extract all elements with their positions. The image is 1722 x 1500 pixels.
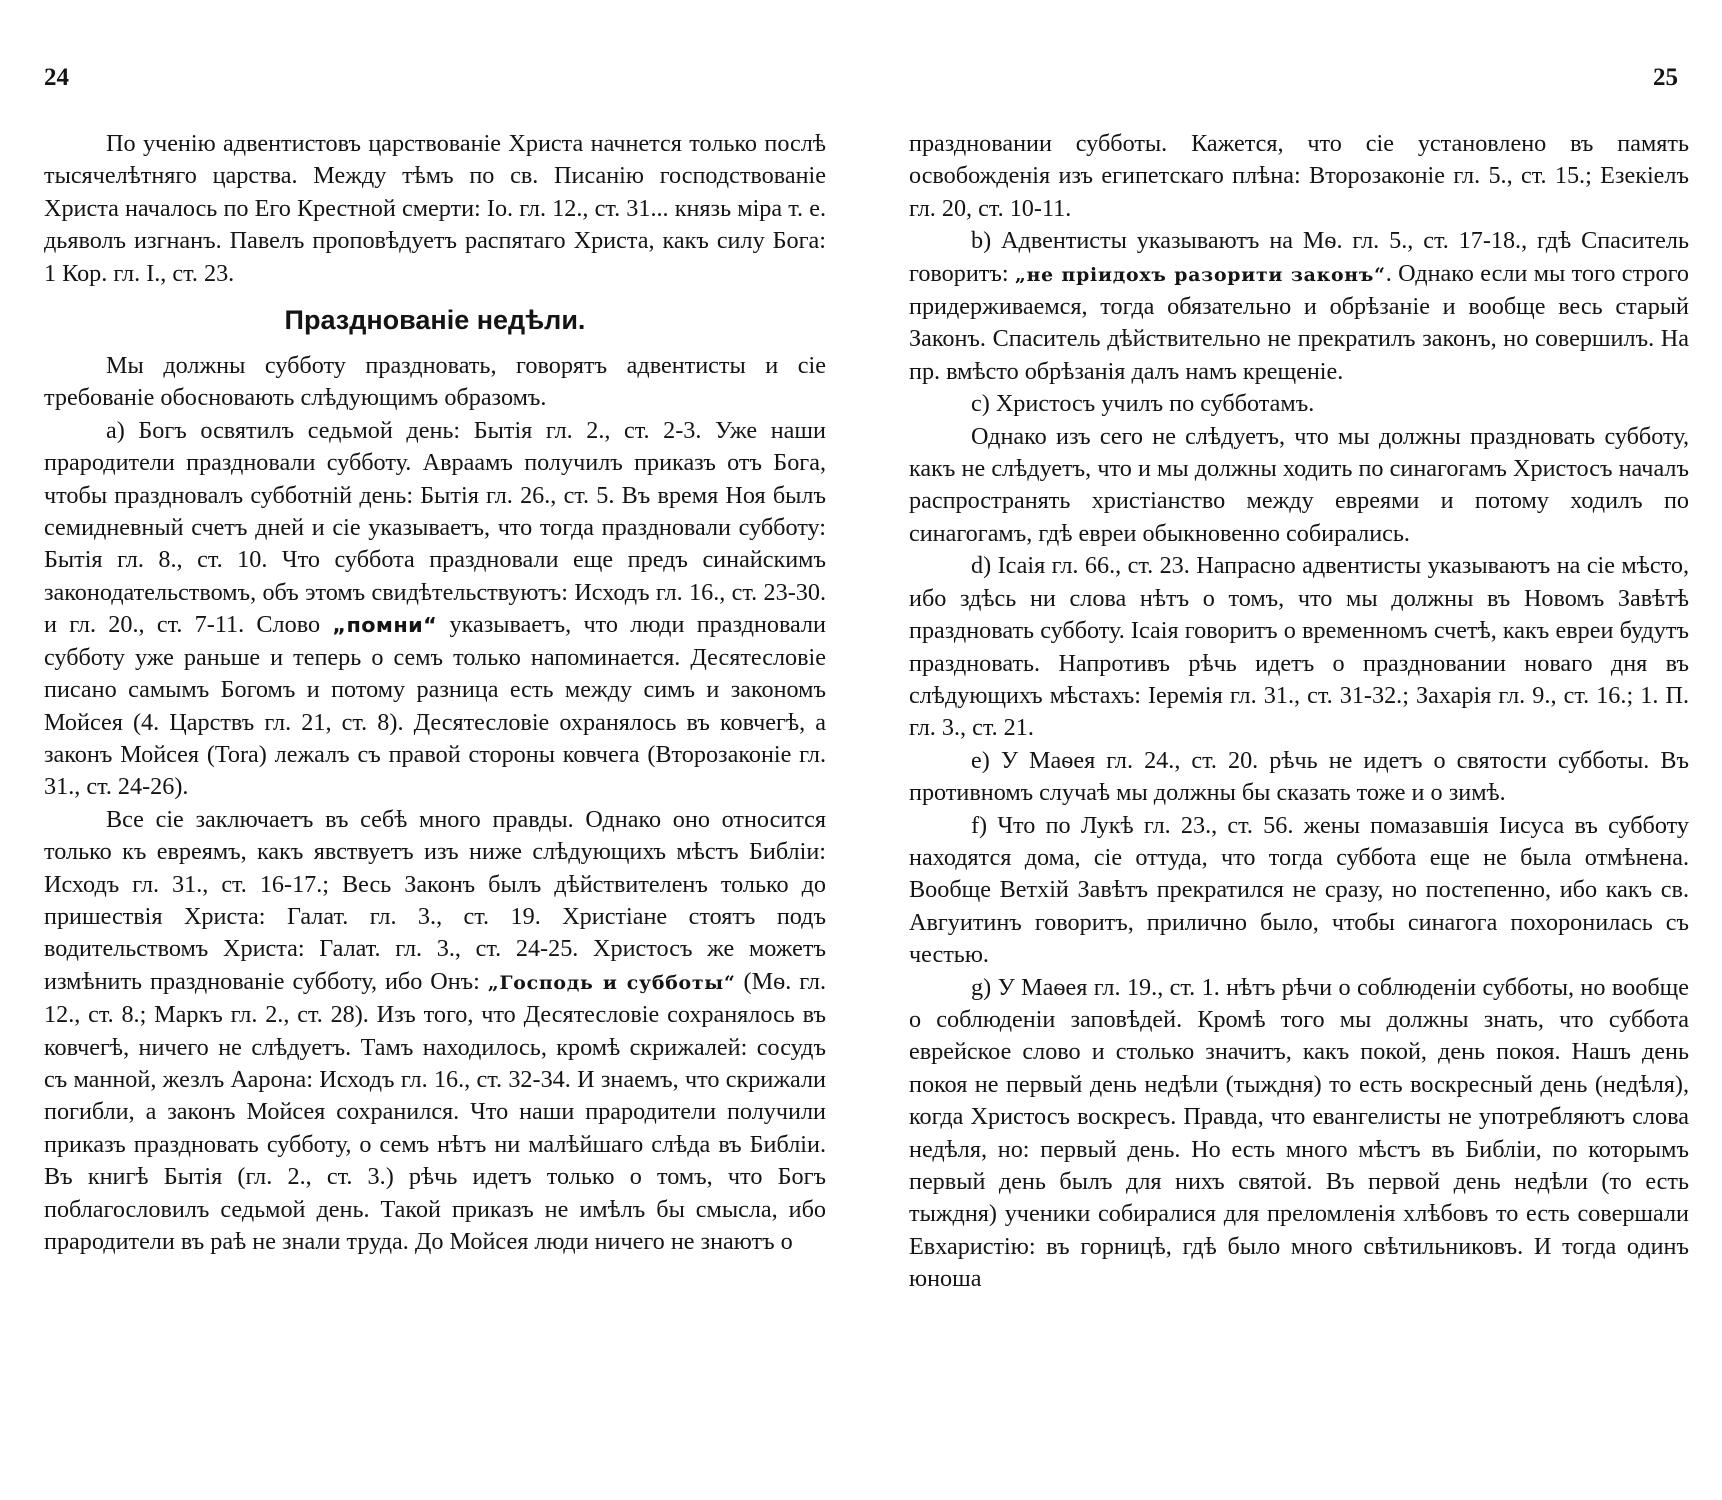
paragraph: праздновании субботы. Кажется, что сіе установлено въ память освобожденія изъ египетскаго плѣна: Второзаконіе гл. 5., ст. 15.; Езекіелъ гл. 20, ст. 10-11. [909, 130, 1689, 222]
paragraph [909, 225, 1689, 388]
page-number-right: 25 [1653, 64, 1678, 91]
section-heading: Празднованіе недѣли. [284, 305, 586, 336]
text-run: а) Богъ освятилъ седьмой день: Бытія гл. 2., ст. 2-3. Уже наши прародители праздновали субботу. Авраамъ получилъ приказъ отъ Бога, чтобы праздновалъ субботній день: Бытія гл. 26., ст. 5. Въ время Ноя былъ семидневный счетъ дней и сіе указываетъ, что тогда праздновали субботу: Бытія гл. 8., ст. 10. Что суббота праздновали еще предъ синайскимъ законодательствомъ, объ этомъ свидѣтельствуютъ: Исходъ гл. 16., ст. 23-30. и гл. 20., ст. 7-11. Слово [44, 416, 826, 639]
paragraph: g) У Маѳея гл. 19., ст. 1. нѣтъ рѣчи о соблюденіи субботы, но вообще о соблюденіи заповѣдей. Кромѣ того мы должны знать, что суббота еврейское слово и столько значитъ, какъ покой, день покоя. Нашъ день покоя не первый день недѣли (тыждня) то есть воскресный день (недѣля), когда Христосъ воскресъ. Правда, что евангелисты не употребляютъ слова недѣля, но: первый день. Но есть много мѣстъ въ Библіи, по которымъ первый день былъ для нихъ святой. Въ первой день недѣли (то есть тыждня) ученики собиралися для преломленія хлѣбовъ то есть совершали Евхаристію: въ горницѣ, гдѣ было много свѣтильниковъ. И тогда одинъ юноша [909, 973, 1689, 1293]
paragraph: Мы должны субботу праздновать, говорятъ адвентисты и сіе требованіе обосновають слѣдующимъ образомъ. [44, 352, 826, 412]
left-text-column [44, 128, 826, 1258]
page-number-left: 24 [44, 64, 69, 91]
text-run: (Мѳ. гл. 12., ст. 8.; Маркъ гл. 2., ст. 28). Изъ того, что Десятесловіе сохранялось въ ковчегѣ, ничего не слѣдуетъ. Тамъ находилось, кромѣ скрижалей: сосудъ съ манной, жезлъ Аарона: Исходъ гл. 16., ст. 32-34. И знаемъ, что скрижали погибли, а законъ Мойсея сохранился. Что наши прародители получили приказъ праздновать субботу, о семъ нѣтъ ни малѣйшаго слѣда въ Библіи. Въ книгѣ Бытія (гл. 2., ст. 3.) рѣчь идетъ только о томъ, что Богъ поблагословилъ седьмой день. Такой приказъ не имѣлъ бы смысла, ибо прародители въ раѣ не знали труда. До Мойсея люди ничего не знаютъ о [44, 967, 826, 1255]
paragraph: По ученію адвентистовъ царствованіе Христа начнется только послѣ тысячелѣтняго царства. Между тѣмъ по св. Писанію господствованіе Христа началось по Его Крестной смерти: Іо. гл. 12., ст. 31... князь міра т. е. дьяволъ изгнанъ. Павелъ проповѣдуетъ распятаго Христа, какъ силу Бога: 1 Кор. гл. I., ст. 23. [44, 130, 826, 287]
text-run: указываетъ, что люди праздновали субботу уже раньше и теперь о семъ только напоминается. Десятесловіе писано самымъ Богомъ и потому разница есть между симъ и закономъ Мойсея (4. Царствъ гл. 21, ст. 8). Десятесловіе охранялось въ ковчегѣ, а законъ Мойсея (Тоrа) лежалъ съ правой стороны ковчега (Второзаконіе гл. 31., ст. 24-26). [44, 611, 827, 801]
emphasized-word: „помни“ [332, 613, 438, 638]
paragraph [44, 804, 826, 1259]
right-page [861, 0, 1722, 1500]
paragraph: e) У Маѳея гл. 24., ст. 20. рѣчь не идетъ о святости субботы. Въ противномъ случаѣ мы должны бы сказать тоже и о зимѣ. [909, 746, 1689, 807]
paragraph: c) Христосъ училъ по субботамъ. [971, 390, 1315, 418]
paragraph: d) Ісаія гл. 66., ст. 23. Напрасно адвентисты указываютъ на сіе мѣсто, ибо здѣсь ни слова нѣтъ о томъ, что мы должны въ Новомъ Завѣтѣ праздновать субботу. Ісаія говоритъ о временномъ счетѣ, какъ евреи будутъ праздновать. Напротивъ рѣчь идетъ о праздновании новаго дня въ слѣдующихъ мѣстахъ: Іеремія гл. 31., ст. 31-32.; Захарія гл. 9., ст. 16.; 1. П. гл. 3., ст. 21. [909, 552, 1689, 742]
paragraph: f) Что по Лукѣ гл. 23., ст. 56. жены помазавшія Іисуса въ субботу находятся дома, сіе оттуда, что тогда суббота еще не была отмѣнена. Вообще Ветхій Завѣтъ прекратился не сразу, но постепенно, ибо какъ св. Авгуитинъ говоритъ, прилично было, чтобы синагога похоронилась съ честью. [909, 811, 1689, 969]
text-run: Все сіе заключаетъ въ себѣ много правды. Однако оно относится только къ евреямъ, какъ явствуетъ изъ ниже слѣдующихъ мѣстъ Библіи: Исходъ гл. 31., ст. 16-17.; Весь Законъ былъ дѣйствителенъ только до пришествія Христа: Галат. гл. 3., ст. 19. Христіане стоятъ подъ водительствомъ Христа: Галат. гл. 3., ст. 24-25. Христосъ же можетъ измѣнить празднованіе субботу, ибо Онъ: [44, 805, 826, 995]
slavonic-quote: „Господь и суббoты“ [487, 971, 736, 994]
slavonic-quote: „не пріидохъ разорити законъ“ [1014, 263, 1386, 286]
paragraph: Однако изъ сего не слѣдуетъ, что мы должны праздновать субботу, какъ не слѣдуетъ, что и мы должны ходить по синагогамъ Христосъ началъ распространять христіанство между евреями и потому ходилъ по синагогамъ, гдѣ евреи обыкновенно собирались. [909, 422, 1689, 547]
text-run: . Однако если мы того строго придерживаемся, тогда обязательно и обрѣзаніе и вообще весь старый Законъ. Спаситель дѣйствительно не прекратилъ законъ, но совершилъ. На пр. вмѣсто обрѣзанія далъ намъ крещеніе. [909, 259, 1689, 385]
right-text-column [909, 128, 1689, 1296]
paragraph [44, 415, 826, 804]
text-run: b) Адвентисты указываютъ на Мѳ. гл. 5., ст. 17-18., гдѣ Спаситель говоритъ: [909, 227, 1689, 287]
